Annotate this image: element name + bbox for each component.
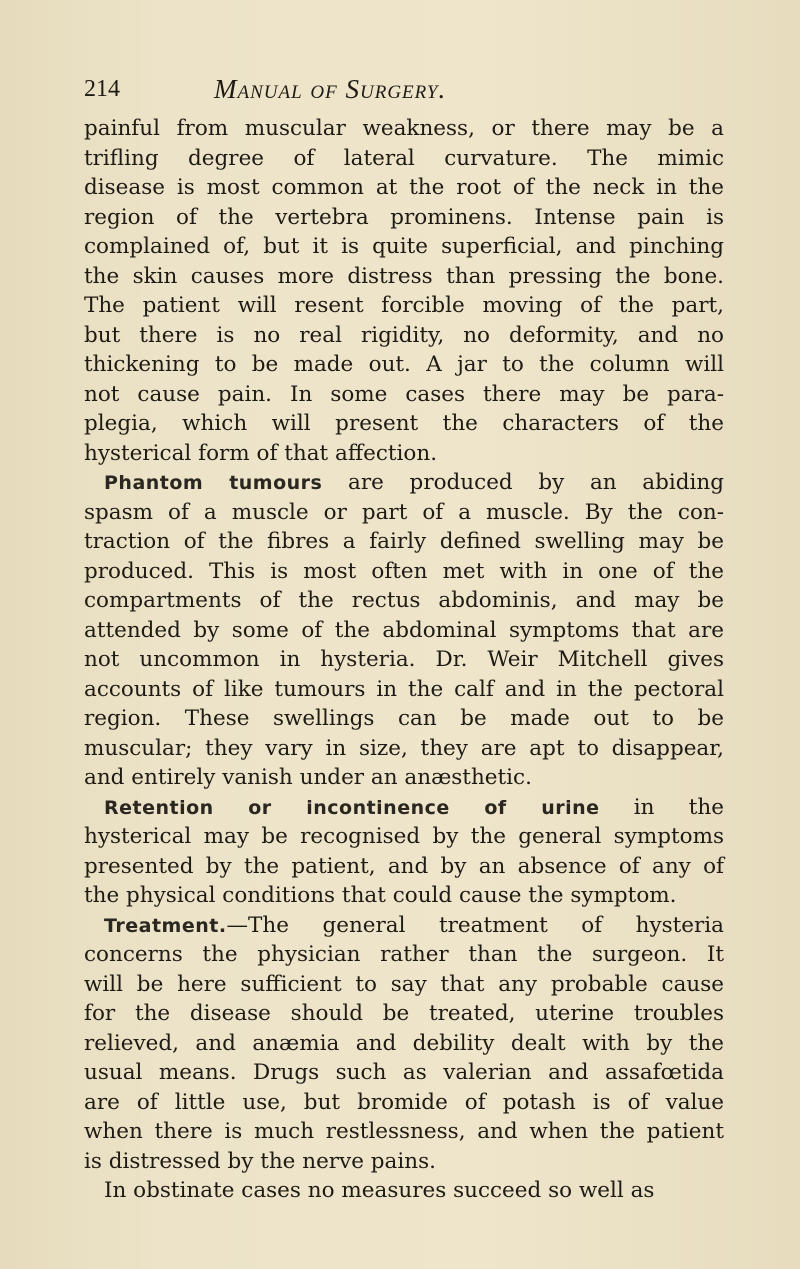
text-line: In obstinate cases no measures succeed so well as: [104, 1178, 655, 1203]
paragraph-hysterical-spine: [84, 114, 724, 468]
text-line: hysterical may be recognised by the general symptoms: [84, 824, 724, 849]
page-number: 214: [84, 76, 120, 102]
paragraph-phantom-tumours: [84, 468, 724, 793]
section-heading: Treatment.: [104, 914, 227, 937]
text-line: and entirely vanish under an anæsthetic.: [84, 765, 532, 790]
running-title: Manual of Surgery.: [214, 74, 447, 104]
text-line: trifling degree of lateral curvature. The mimic: [84, 145, 724, 171]
text-line: plegia, which will present the characters of the: [84, 411, 724, 436]
text-line: but there is no real rigidity, no deformity, and no: [84, 322, 724, 348]
text-line: traction of the fibres a fairly defined swelling may be: [84, 529, 724, 554]
text-line: is distressed by the nerve pains.: [84, 1148, 436, 1174]
text-line: region of the vertebra prominens. Intense pain is: [84, 204, 724, 230]
text-line: will be here sufficient to say that any probable cause: [84, 971, 724, 997]
text-line: not cause pain. In some cases there may be para-: [84, 381, 724, 407]
text-line: concerns the physician rather than the surgeon. It: [84, 942, 724, 967]
text-line: [84, 468, 724, 498]
text-line: for the disease should be treated, uterine troubles: [84, 1001, 724, 1026]
text-line: [84, 793, 724, 823]
page-header: [84, 76, 724, 108]
text-line: produced. This is most often met with in one of the: [84, 558, 724, 584]
section-heading: Retention or incontinence of urine: [104, 796, 600, 819]
text-line: the skin causes more distress than pressing the bone.: [84, 263, 724, 289]
text-line: the physical conditions that could cause the symptom.: [84, 883, 677, 908]
text-line: relieved, and anæmia and debility dealt with by the: [84, 1030, 724, 1056]
text-line: accounts of like tumours in the calf and in the pectoral: [84, 676, 724, 702]
paragraph-retention-urine: [84, 793, 724, 911]
text-line: hysterical form of that affection.: [84, 440, 438, 466]
paragraph-obstinate-cases: [84, 1176, 724, 1206]
heading-line-rest: —The general treatment of hysteria: [226, 912, 724, 938]
text-line: thickening to be made out. A jar to the column will: [84, 352, 724, 377]
section-heading: Phantom tumours: [104, 472, 323, 494]
text-line: painful from muscular weakness, or there may be a: [84, 116, 724, 141]
text-line: complained of, but it is quite superficial, and pinching: [84, 234, 724, 259]
body-text: [84, 114, 724, 1206]
paragraph-treatment: [84, 911, 724, 1177]
text-line: The patient will resent forcible moving of the part,: [84, 293, 724, 318]
text-line: region. These swellings can be made out to be: [84, 706, 724, 731]
text-line: muscular; they vary in size, they are apt to disappear,: [84, 735, 724, 761]
heading-line-rest: are produced by an abiding: [322, 470, 725, 495]
text-line: [84, 911, 724, 941]
text-line: are of little use, but bromide of potash is of value: [84, 1089, 724, 1115]
text-line: compartments of the rectus abdominis, and may be: [84, 588, 724, 613]
text-line: presented by the patient, and by an absence of any of: [84, 853, 724, 879]
text-line: not uncommon in hysteria. Dr. Weir Mitchell gives: [84, 647, 724, 672]
text-line: usual means. Drugs such as valerian and assafœtida: [84, 1060, 724, 1085]
text-line: spasm of a muscle or part of a muscle. By the con-: [84, 499, 724, 525]
text-line: disease is most common at the root of the neck in the: [84, 175, 724, 200]
heading-line-rest: in the: [599, 794, 724, 820]
text-line: when there is much restlessness, and when the patient: [84, 1119, 724, 1144]
text-line: attended by some of the abdominal symptoms that are: [84, 617, 724, 643]
